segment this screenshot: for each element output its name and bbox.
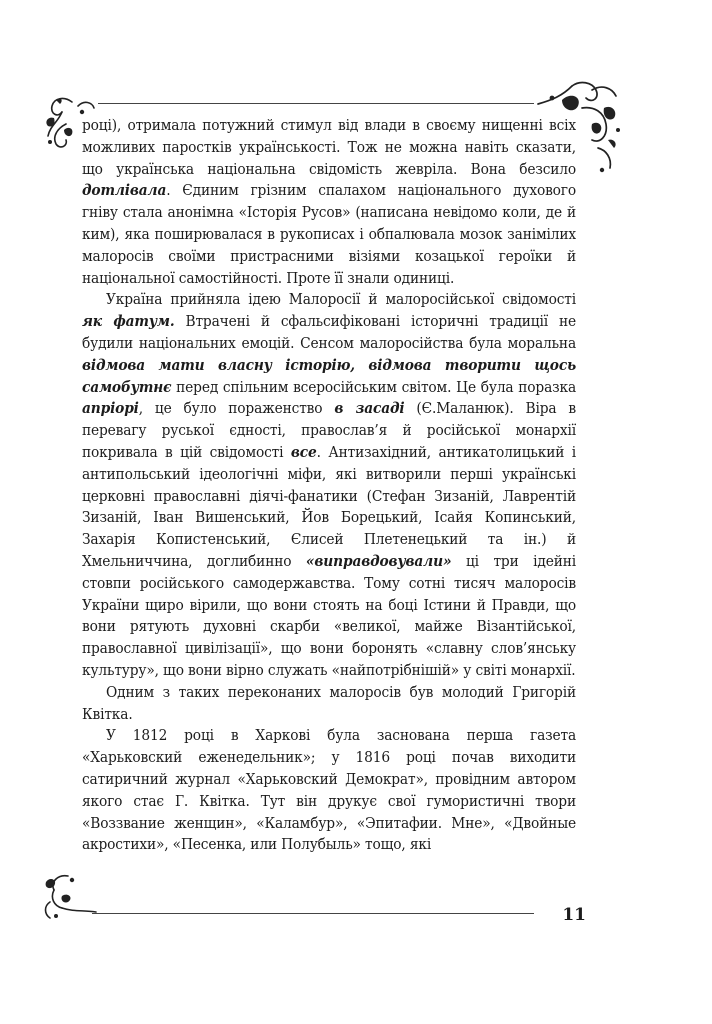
emphasized-text: все <box>290 442 317 461</box>
text-run: , це було пораженство <box>138 399 335 418</box>
paragraph <box>82 115 576 289</box>
text-run: перед спільним всеросійським світом. Це була поразка <box>171 377 576 396</box>
text-run: . Антизахідний, антикатолицький і антипольський ідеологічні міфи, які витворили перші українські церковні православні діячі-фанатики (Стефан Зизаній, Лаврентій Зизаній, Іван Вишенський, Йов Борецький, Ісайя Копинський, Захарія Копистенський, Єлисей Плетенецький та ін.) й Хмельниччина, доглибинно <box>82 442 576 570</box>
emphasized-text: як фатум. <box>82 312 175 331</box>
text-run: Одним з таких переконаних малоросів був молодий Григорій Квітка. <box>82 682 576 723</box>
text-run: Втрачені й сфальсифіковані історичні традиції не будили національних емоцій. Сенсом малоросійства була моральна <box>82 312 576 352</box>
paragraph <box>82 725 576 856</box>
text-run: . Єдиним грізним спалахом національного духового гніву стала анонімна «Історія Русов» (написана невідомо коли, де й ким), яка поширювалася в рукописах і обпалювала мозок занімілих малоросів своїми пристрасними візіями козацької героїки й національної самостійності. Проте її знали одиниці. <box>82 181 576 287</box>
text-run: ці три ідейні стовпи російського самодержавства. Тому сотні тисяч малоросів України щиро вірили, що вони стоять на боці Істини й Правди, що вони рятують духовні скарби «великої, майже Візантійської, православної цивілізації», що вони боронять «славну слов’янську культуру», що вони вірно служать «найпотрібнішій» у світі монархії. <box>82 551 576 679</box>
bottom-rule <box>92 913 534 914</box>
paragraph <box>82 289 576 681</box>
emphasized-text: дотлівала <box>82 181 167 200</box>
bottom-left-floral-ornament <box>40 872 100 924</box>
emphasized-text: апріорі <box>82 399 139 418</box>
top-rule <box>98 103 534 104</box>
emphasized-text: відмова мати власну історію, відмова творити щось самобутнє <box>82 355 576 396</box>
body-text <box>82 115 576 856</box>
emphasized-text: «виправдовували» <box>305 551 452 570</box>
text-run: У 1812 році в Харкові була заснована перша газета «Харьковский еженедельник»; у 1816 році почав виходити сатиричний журнал «Харьковский Демократ», провідним автором якого стає Г. Квітка. Тут він друкує свої гумористичні твори «Воззвание женщин», «Каламбур», «Эпитафии. Мне», «Двойные акростихи», «Песенка, или Полубыль» тощо, які <box>82 726 576 854</box>
text-run: Україна прийняла ідею Малоросії й малоросійської свідомості <box>106 290 576 309</box>
page-number: 11 <box>562 905 586 925</box>
emphasized-text: в засаді <box>334 399 405 418</box>
paragraph <box>82 682 576 726</box>
text-run: році), отримала потужний стимул від влади в своєму нищенні всіх можливих паростків українськості. Тож не можна навіть сказати, що українська національна свідомість жевріла. Вона безсило <box>82 116 576 178</box>
text-run: (Є.Маланюк). Віра в перевагу руської єдності, православ’я й російської монархії покривала в цій свідомості <box>82 399 576 461</box>
